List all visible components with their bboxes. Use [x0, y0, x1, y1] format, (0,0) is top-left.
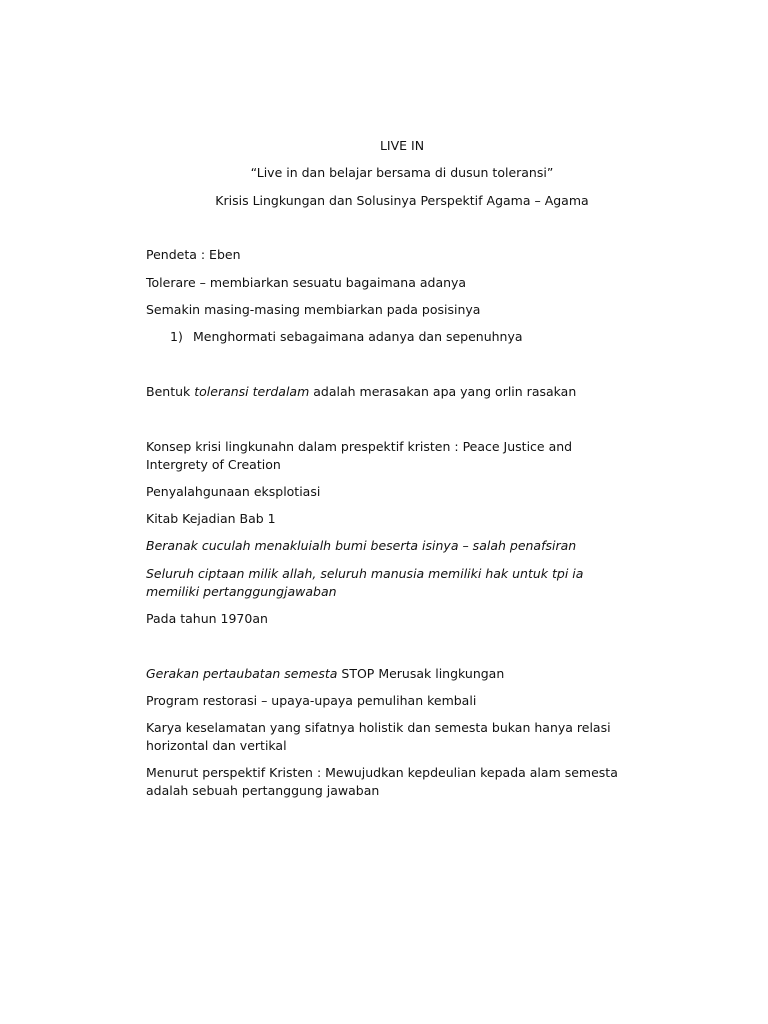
paragraph-bentuk [146, 383, 666, 401]
paragraph-penyalahgunaan: Penyalahgunaan eksplotiasi [146, 484, 321, 499]
list-item-1 [170, 328, 650, 346]
paragraph-kitab: Kitab Kejadian Bab 1 [146, 511, 276, 526]
paragraph-menurut: Menurut perspektif Kristen : Mewujudkan kepdeulian kepada alam semesta adalah sebuah pertanggung jawaban [146, 765, 618, 798]
doc-title: LIVE IN [379, 138, 425, 153]
paragraph-semakin: Semakin masing-masing membiarkan pada posisinya [146, 302, 481, 317]
gerakan-text: STOP Merusak lingkungan [337, 666, 505, 681]
bentuk-emphasis: toleransi terdalam [194, 384, 310, 399]
paragraph-seluruh [146, 565, 616, 600]
paragraph-program: Program restorasi – upaya-upaya pemulihan kembali [146, 693, 477, 708]
paragraph-gerakan [146, 665, 666, 683]
paragraph-tolerare: Tolerare – membiarkan sesuatu bagaimana adanya [146, 275, 467, 290]
doc-subtitle: “Live in dan belajar bersama di dusun toleransi” [250, 165, 554, 180]
bentuk-text-c: adalah merasakan apa yang orlin rasakan [309, 384, 577, 399]
paragraph-karya: Karya keselamatan yang sifatnya holistik dan semesta bukan hanya relasi horizontal dan vertikal [146, 720, 611, 753]
paragraph-konsep: Konsep krisi lingkunahn dalam prespektif kristen : Peace Justice and Intergrety of Creation [146, 439, 573, 472]
list-item-text: Menghormati sebagaimana adanya dan sepenuhnya [193, 329, 523, 344]
paragraph-beranak [146, 537, 666, 555]
gerakan-italic: Gerakan pertaubatan semesta [146, 666, 338, 681]
doc-topic: Krisis Lingkungan dan Solusinya Perspektif Agama – Agama [215, 193, 589, 208]
bentuk-text-a: Bentuk [146, 384, 195, 399]
paragraph-pendeta: Pendeta : Eben [146, 247, 241, 262]
beranak-italic: Beranak cuculah menakluialh bumi beserta isinya – salah penafsiran [146, 538, 577, 553]
seluruh-italic: Seluruh ciptaan milik allah, seluruh manusia memiliki hak untuk tpi ia memiliki pertanggungjawaban [146, 566, 584, 599]
list-number: 1) [170, 329, 183, 344]
paragraph-pada-tahun: Pada tahun 1970an [146, 611, 268, 626]
